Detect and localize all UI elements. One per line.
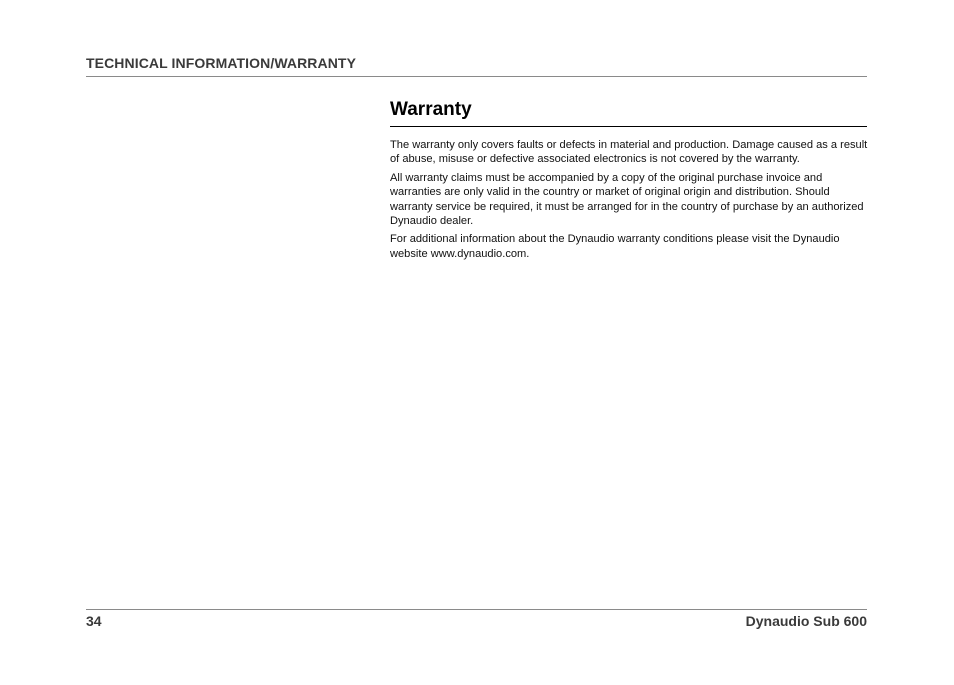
header-divider: [86, 76, 867, 77]
page-number: 34: [86, 613, 102, 629]
section-divider: [390, 126, 867, 127]
paragraph-coverage: The warranty only covers faults or defects in material and production. Damage caused as a result of abuse, misuse or defective associated electronics is not covered by the warranty.: [390, 139, 868, 166]
product-name: Dynaudio Sub 600: [745, 613, 867, 629]
paragraph-additional-info: For additional information about the Dynaudio warranty conditions please visit the Dynaudio website www.dynaudio.com.: [390, 233, 840, 260]
footer-divider: [86, 609, 867, 610]
section-title: Warranty: [390, 99, 472, 120]
header-title: TECHNICAL INFORMATION/WARRANTY: [86, 55, 357, 71]
paragraph-claims: All warranty claims must be accompanied by a copy of the original purchase invoice and warranties are only valid in the country or market of original origin and distribution. Should warranty service be required, it must be arranged for in the country of purchase by an authorized Dynaudio dealer.: [390, 171, 864, 228]
section-body: [390, 138, 868, 265]
